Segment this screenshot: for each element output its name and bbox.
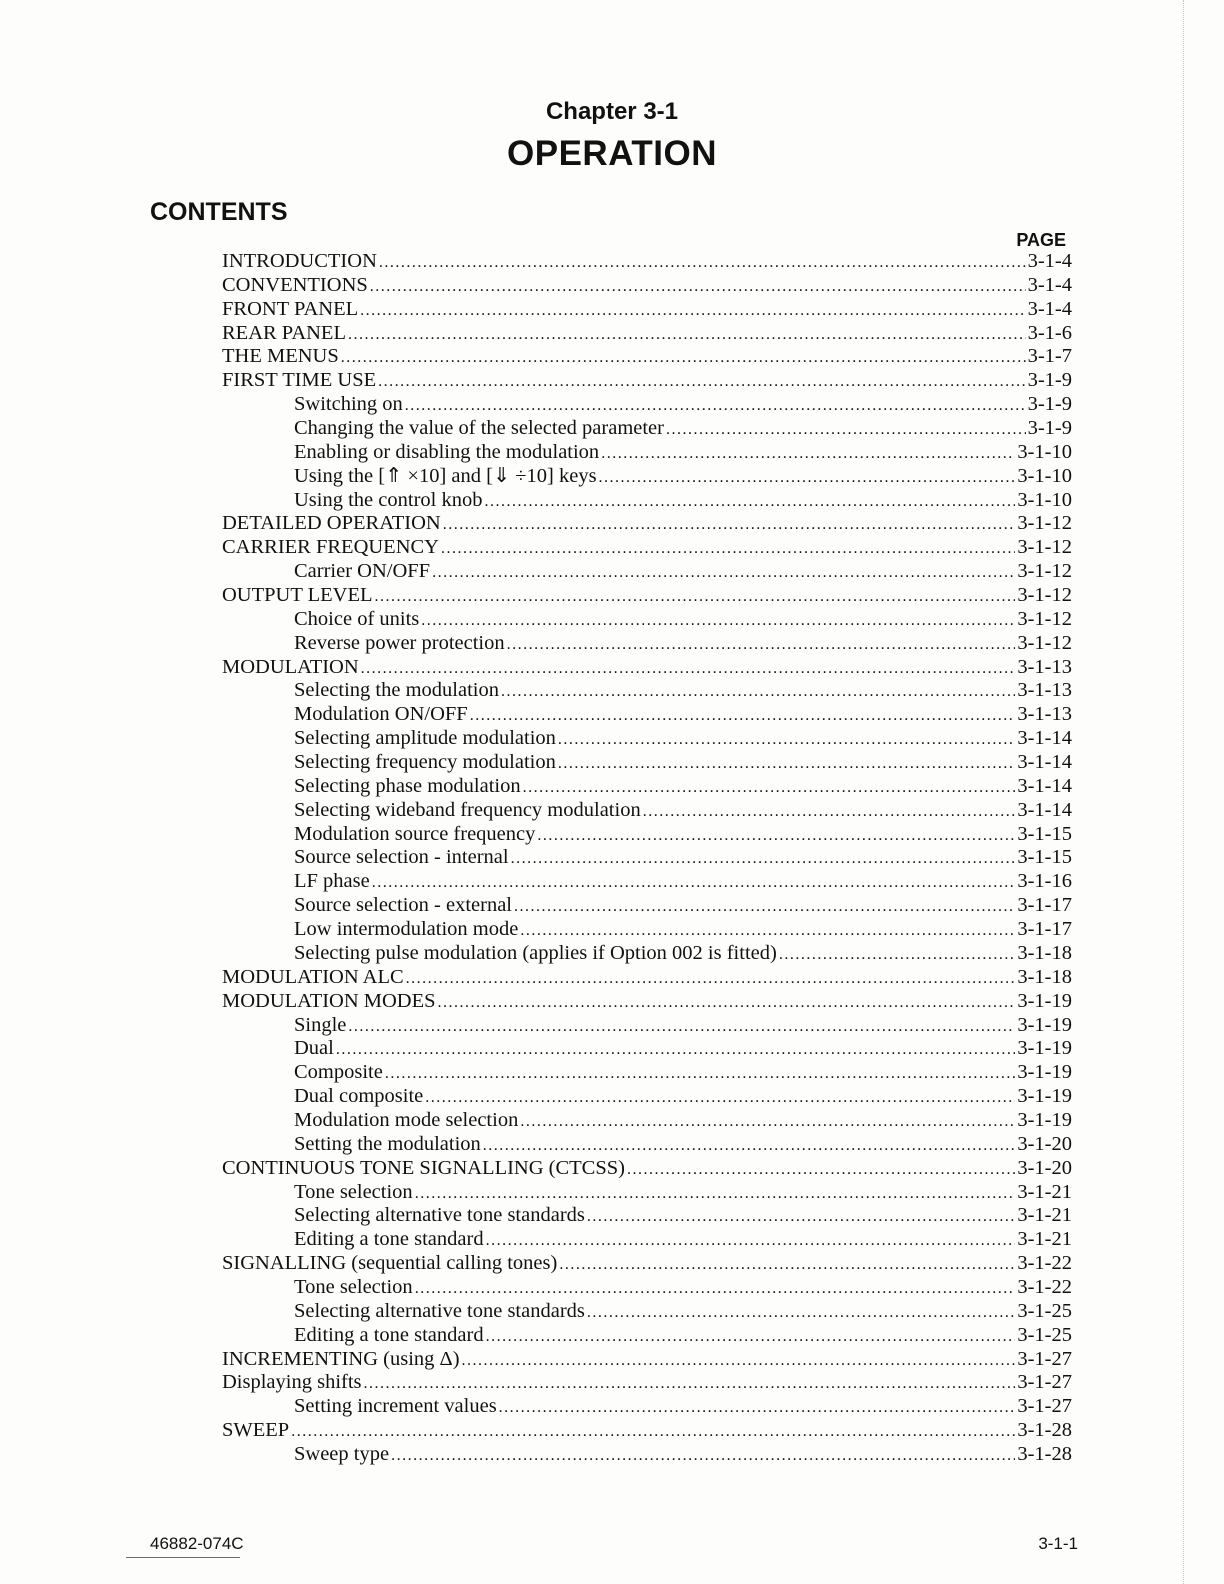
toc-entry-title: Modulation mode selection: [294, 1108, 519, 1131]
toc-entry: [222, 1157, 1072, 1181]
toc-entry: [222, 393, 1072, 417]
toc-entry: [222, 512, 1072, 536]
toc-entry-title: FRONT PANEL: [222, 297, 359, 320]
toc-entry: [222, 1348, 1072, 1372]
toc-leader-dots: [378, 370, 1025, 394]
toc-entry-title: Changing the value of the selected parameter: [294, 417, 664, 440]
toc-entry-title: Enabling or disabling the modulation: [294, 440, 600, 463]
toc-leader-dots: [587, 1301, 1015, 1325]
toc-entry-page: 3-1-17: [1017, 918, 1072, 941]
toc-entry-page: 3-1-19: [1017, 989, 1072, 1012]
toc-entry-title: Selecting amplitude modulation: [294, 727, 556, 750]
toc-leader-dots: [520, 1110, 1015, 1134]
toc-entry-title: Modulation ON/OFF: [294, 703, 468, 726]
toc-leader-dots: [558, 728, 1015, 752]
toc-leader-dots: [405, 394, 1026, 418]
toc-entry: [222, 751, 1072, 775]
toc-entry-title: Selecting pulse modulation (applies if Option 002 is fitted): [294, 941, 777, 964]
toc-leader-dots: [291, 1420, 1015, 1444]
toc-entry: [222, 823, 1072, 847]
toc-entry-title: Source selection - internal: [294, 846, 509, 869]
toc-entry-title: SWEEP: [222, 1419, 290, 1442]
page-number: 3-1-1: [1038, 1534, 1078, 1553]
toc-entry-title: DETAILED OPERATION: [222, 512, 441, 535]
toc-entry-page: 3-1-22: [1017, 1252, 1072, 1275]
toc-entry-title: Editing a tone standard: [294, 1323, 484, 1346]
toc-entry: [222, 1181, 1072, 1205]
toc-leader-dots: [348, 1015, 1015, 1039]
toc-entry-page: 3-1-19: [1017, 1037, 1072, 1060]
toc-entry-page: 3-1-21: [1017, 1204, 1072, 1227]
toc-entry-title: Editing a tone standard: [294, 1228, 484, 1251]
toc-entry: [222, 1228, 1072, 1252]
toc-entry: [222, 656, 1072, 680]
toc-entry-title: Composite: [294, 1061, 383, 1084]
toc-entry-page: 3-1-13: [1017, 679, 1072, 702]
toc-entry: [222, 942, 1072, 966]
toc-leader-dots: [385, 1062, 1016, 1086]
toc-entry-page: 3-1-13: [1017, 703, 1072, 726]
toc-entry-page: 3-1-15: [1017, 846, 1072, 869]
toc-entry-page: 3-1-25: [1017, 1323, 1072, 1346]
toc-entry-page: 3-1-20: [1017, 1156, 1072, 1179]
toc-entry-page: 3-1-9: [1027, 417, 1072, 440]
toc-entry-page: 3-1-21: [1017, 1180, 1072, 1203]
toc-leader-dots: [499, 1396, 1016, 1420]
toc-entry-page: 3-1-12: [1017, 631, 1072, 654]
toc-entry: [222, 990, 1072, 1014]
toc-entry-page: 3-1-27: [1017, 1371, 1072, 1394]
toc-entry: [222, 369, 1072, 393]
toc-entry-title: Tone selection: [294, 1275, 413, 1298]
toc-entry-title: Selecting phase modulation: [294, 774, 521, 797]
toc-entry-page: 3-1-7: [1027, 345, 1072, 368]
toc-entry: [222, 799, 1072, 823]
toc-entry: [222, 918, 1072, 942]
toc-entry-page: 3-1-14: [1017, 751, 1072, 774]
toc-leader-dots: [523, 776, 1016, 800]
toc-leader-dots: [415, 1182, 1016, 1206]
toc-leader-dots: [375, 585, 1016, 609]
toc-entry-title: Using the control knob: [294, 488, 483, 511]
toc-entry-title: Choice of units: [294, 607, 420, 630]
toc-entry-page: 3-1-4: [1027, 273, 1072, 296]
toc-leader-dots: [425, 1086, 1015, 1110]
toc-entry-title: Displaying shifts: [222, 1371, 362, 1394]
toc-leader-dots: [443, 513, 1016, 537]
toc-entry-title: INCREMENTING (using Δ): [222, 1347, 460, 1370]
toc-entry-page: 3-1-18: [1017, 941, 1072, 964]
toc-entry-page: 3-1-21: [1017, 1228, 1072, 1251]
toc-entry: [222, 1443, 1072, 1467]
toc-entry-title: REAR PANEL: [222, 321, 346, 344]
toc-leader-dots: [391, 1444, 1015, 1468]
toc-entry: [222, 775, 1072, 799]
toc-entry-title: OUTPUT LEVEL: [222, 584, 373, 607]
toc-leader-dots: [372, 871, 1016, 895]
toc-entry-page: 3-1-19: [1017, 1013, 1072, 1036]
toc-leader-dots: [559, 1253, 1015, 1277]
toc-entry: [222, 870, 1072, 894]
toc-entry-page: 3-1-25: [1017, 1299, 1072, 1322]
toc-entry: [222, 560, 1072, 584]
toc-entry-page: 3-1-16: [1017, 870, 1072, 893]
toc-entry-title: Selecting alternative tone standards: [294, 1299, 585, 1322]
toc-entry: [222, 345, 1072, 369]
toc-leader-dots: [370, 275, 1026, 299]
toc-entry: [222, 1204, 1072, 1228]
toc-leader-dots: [520, 919, 1015, 943]
toc-entry-title: Low intermodulation mode: [294, 918, 519, 941]
toc-entry: [222, 679, 1072, 703]
toc-entry-page: 3-1-4: [1027, 297, 1072, 320]
toc-leader-dots: [601, 442, 1015, 466]
toc-entry: [222, 322, 1072, 346]
toc-entry-title: Selecting wideband frequency modulation: [294, 798, 641, 821]
toc-entry-title: Dual: [294, 1037, 334, 1060]
toc-entry-page: 3-1-14: [1017, 774, 1072, 797]
toc-entry-title: MODULATION MODES: [222, 989, 436, 1012]
toc-entry: [222, 727, 1072, 751]
toc-entry-title: Dual composite: [294, 1085, 424, 1108]
toc-entry-title: Source selection - external: [294, 894, 513, 917]
toc-entry-title: SIGNALLING (sequential calling tones): [222, 1252, 558, 1275]
toc-entry: [222, 1037, 1072, 1061]
toc-leader-dots: [627, 1158, 1015, 1182]
toc-entry-page: 3-1-27: [1017, 1347, 1072, 1370]
toc-entry-page: 3-1-22: [1017, 1275, 1072, 1298]
toc-entry-page: 3-1-17: [1017, 894, 1072, 917]
toc-leader-dots: [432, 561, 1015, 585]
toc-entry: [222, 1395, 1072, 1419]
toc-entry: [222, 489, 1072, 513]
toc-entry-page: 3-1-19: [1017, 1061, 1072, 1084]
toc-entry: [222, 703, 1072, 727]
toc-entry: [222, 250, 1072, 274]
toc-entry-page: 3-1-20: [1017, 1132, 1072, 1155]
toc-entry: [222, 441, 1072, 465]
toc-entry-page: 3-1-19: [1017, 1108, 1072, 1131]
toc-entry-title: CARRIER FREQUENCY: [222, 536, 439, 559]
toc-entry: [222, 1109, 1072, 1133]
toc-entry-title: Selecting the modulation: [294, 679, 499, 702]
toc-entry-title: MODULATION ALC: [222, 965, 404, 988]
toc-entry-title: Tone selection: [294, 1180, 413, 1203]
toc-entry: [222, 966, 1072, 990]
toc-leader-dots: [379, 251, 1026, 275]
toc-leader-dots: [415, 1277, 1016, 1301]
toc-leader-dots: [514, 895, 1015, 919]
toc-entry: [222, 1276, 1072, 1300]
toc-leader-dots: [587, 1205, 1015, 1229]
toc-entry: [222, 1419, 1072, 1443]
toc-entry-page: 3-1-18: [1017, 965, 1072, 988]
toc-entry-title: Selecting alternative tone standards: [294, 1204, 585, 1227]
toc-entry-page: 3-1-9: [1027, 393, 1072, 416]
toc-entry-title: Using the [⇑ ×10] and [⇓ ÷10] keys: [294, 464, 597, 487]
toc-entry: [222, 632, 1072, 656]
toc-leader-dots: [599, 466, 1016, 490]
toc-leader-dots: [348, 323, 1026, 347]
toc-entry: [222, 536, 1072, 560]
chapter-title: OPERATION: [507, 134, 717, 173]
toc-entry-title: Setting increment values: [294, 1395, 497, 1418]
toc-entry-title: INTRODUCTION: [222, 250, 377, 272]
toc-entry-page: 3-1-27: [1017, 1395, 1072, 1418]
toc-entry-page: 3-1-12: [1017, 607, 1072, 630]
toc-leader-dots: [501, 680, 1015, 704]
toc-entry: [222, 584, 1072, 608]
toc-entry: [222, 1324, 1072, 1348]
chapter-label: Chapter 3-1: [545, 98, 679, 125]
toc-leader-dots: [486, 1229, 1016, 1253]
toc-entry-title: Single: [294, 1013, 347, 1036]
toc-entry-page: 3-1-19: [1017, 1085, 1072, 1108]
toc-entry-page: 3-1-28: [1017, 1442, 1072, 1465]
toc-leader-dots: [779, 943, 1016, 967]
page-column-heading: PAGE: [1016, 230, 1066, 250]
toc-entry-title: Sweep type: [294, 1442, 390, 1465]
toc-entry-page: 3-1-4: [1027, 250, 1072, 272]
toc-entry: [222, 1014, 1072, 1038]
toc-entry-title: Modulation source frequency: [294, 822, 536, 845]
toc-leader-dots: [360, 299, 1025, 323]
toc-entry-title: THE MENUS: [222, 345, 339, 368]
table-of-contents: [222, 250, 1072, 1467]
toc-leader-dots: [511, 847, 1016, 871]
toc-entry-page: 3-1-12: [1017, 560, 1072, 583]
page-edge-scan-line: [1183, 0, 1184, 1584]
toc-leader-dots: [483, 1134, 1016, 1158]
toc-entry-title: FIRST TIME USE: [222, 369, 377, 392]
toc-leader-dots: [364, 1372, 1016, 1396]
toc-entry-page: 3-1-10: [1017, 464, 1072, 487]
toc-entry-page: 3-1-9: [1027, 369, 1072, 392]
toc-leader-dots: [341, 346, 1026, 370]
toc-entry-title: LF phase: [294, 870, 370, 893]
footer-underline: [126, 1557, 240, 1558]
toc-entry: [222, 894, 1072, 918]
toc-entry-page: 3-1-15: [1017, 822, 1072, 845]
toc-entry-title: MODULATION: [222, 655, 359, 678]
toc-entry: [222, 1061, 1072, 1085]
toc-leader-dots: [336, 1038, 1015, 1062]
toc-leader-dots: [486, 1325, 1016, 1349]
toc-leader-dots: [666, 418, 1026, 442]
toc-entry-page: 3-1-12: [1017, 536, 1072, 559]
toc-entry-title: Reverse power protection: [294, 631, 505, 654]
toc-entry: [222, 417, 1072, 441]
toc-leader-dots: [462, 1349, 1016, 1373]
toc-entry-page: 3-1-12: [1017, 584, 1072, 607]
toc-leader-dots: [441, 537, 1015, 561]
toc-entry-page: 3-1-10: [1017, 488, 1072, 511]
toc-entry: [222, 298, 1072, 322]
toc-entry-title: Carrier ON/OFF: [294, 560, 431, 583]
toc-entry-title: Switching on: [294, 393, 403, 416]
toc-entry-title: CONTINUOUS TONE SIGNALLING (CTCSS): [222, 1156, 625, 1179]
toc-entry: [222, 274, 1072, 298]
toc-leader-dots: [643, 800, 1016, 824]
toc-leader-dots: [406, 967, 1016, 991]
toc-entry: [222, 1371, 1072, 1395]
toc-entry-title: CONVENTIONS: [222, 273, 368, 296]
toc-entry-title: Selecting frequency modulation: [294, 751, 556, 774]
toc-entry-title: Setting the modulation: [294, 1132, 481, 1155]
toc-entry: [222, 1252, 1072, 1276]
document-number: 46882-074C: [150, 1534, 244, 1553]
toc-entry: [222, 608, 1072, 632]
toc-entry: [222, 465, 1072, 489]
toc-leader-dots: [421, 609, 1015, 633]
toc-leader-dots: [361, 657, 1016, 681]
contents-heading: CONTENTS: [150, 198, 288, 226]
toc-leader-dots: [507, 633, 1016, 657]
toc-entry-page: 3-1-13: [1017, 655, 1072, 678]
toc-entry-page: 3-1-10: [1017, 440, 1072, 463]
toc-entry: [222, 1085, 1072, 1109]
toc-entry: [222, 1133, 1072, 1157]
toc-entry-page: 3-1-28: [1017, 1419, 1072, 1442]
toc-leader-dots: [484, 490, 1015, 514]
toc-leader-dots: [558, 752, 1015, 776]
toc-leader-dots: [438, 991, 1016, 1015]
toc-leader-dots: [470, 704, 1016, 728]
toc-entry-page: 3-1-14: [1017, 798, 1072, 821]
toc-entry-page: 3-1-14: [1017, 727, 1072, 750]
toc-entry: [222, 846, 1072, 870]
toc-entry-page: 3-1-6: [1027, 321, 1072, 344]
toc-entry-page: 3-1-12: [1017, 512, 1072, 535]
toc-entry: [222, 1300, 1072, 1324]
toc-leader-dots: [537, 824, 1015, 848]
